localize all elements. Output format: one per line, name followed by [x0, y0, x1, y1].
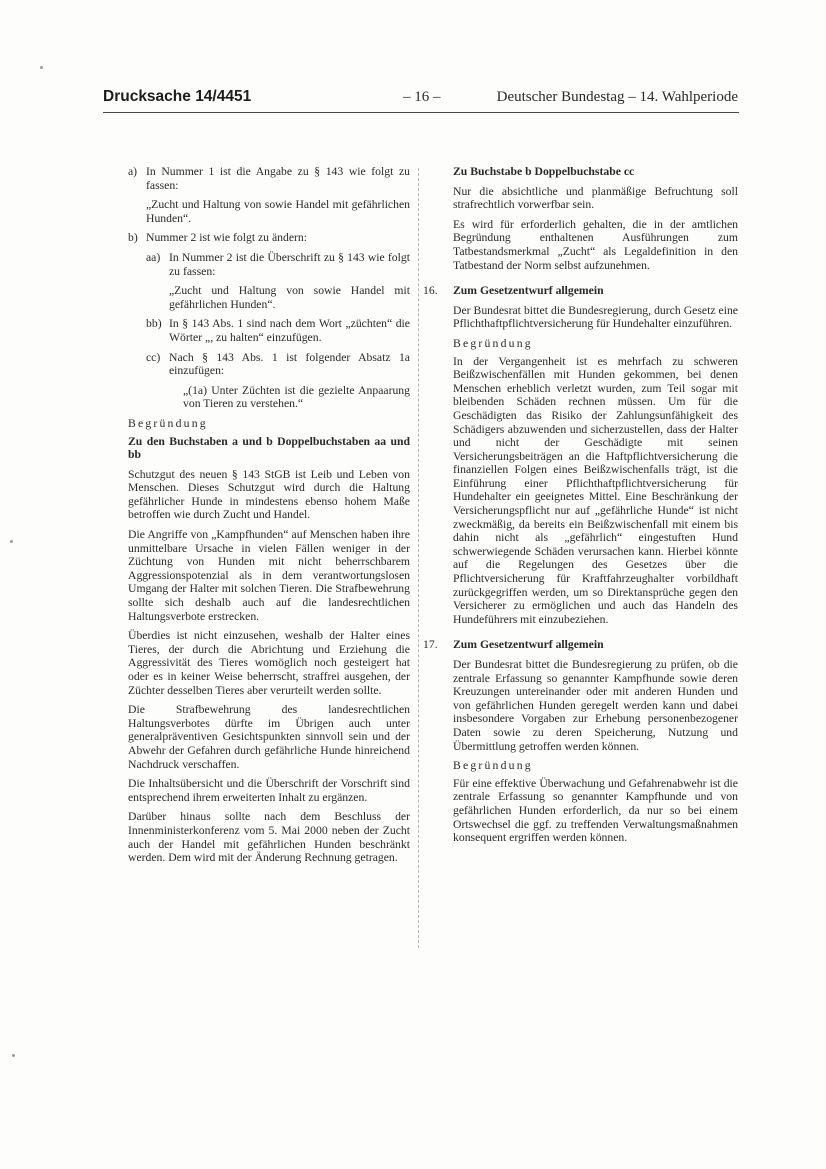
item-a — [128, 165, 410, 225]
column-divider — [418, 168, 419, 948]
page-header — [103, 88, 738, 112]
item-aa-text: In Nummer 2 ist die Überschrift zu § 143 wie folgt zu fassen: — [169, 250, 410, 278]
item-cc-text: Nach § 143 Abs. 1 ist folgender Absatz 1a einzufügen: — [169, 350, 410, 378]
paragraph: Die Inhaltsübersicht und die Überschrift der Vorschrift sind entsprechend ihrem erweiterten Inhalt zu ergänzen. — [128, 777, 410, 804]
item-16-heading-text: Zum Gesetzentwurf allgemein — [453, 284, 604, 298]
right-column — [423, 165, 738, 851]
paragraph: Überdies ist nicht einzusehen, weshalb der Halter eines Tieres, der durch die Abrichtung und Erziehung die Aggressivität des Tieres womöglich noch gesteigert hat oder es in keiner Weise beherrscht, straffrei ausgehen, der Züchter desselben Tieres aber verurteilt werden sollte. — [128, 629, 410, 697]
item-cc — [128, 351, 410, 411]
item-16-heading — [423, 284, 738, 298]
item-17-heading-text: Zum Gesetzentwurf allgemein — [453, 638, 604, 652]
item-16-text: Der Bundesrat bittet die Bundesregierung, durch Gesetz eine Pflichthaftpflichtversicherung für Hundehalter einzuführen. — [453, 303, 738, 331]
item-16 — [423, 284, 738, 626]
paragraph: Schutzgut des neuen § 143 StGB ist Leib und Leben von Menschen. Dieses Schutzgut wird durch die Haltung gefährlicher Hunde in mindestens ebenso hohem Maße betroffen wie durch Zucht und Handel. — [128, 467, 410, 522]
item-17-number: 17. — [423, 638, 438, 652]
item-b-label: b) — [128, 231, 138, 245]
item-cc-label: cc) — [146, 350, 161, 364]
item-16-number: 16. — [423, 284, 438, 298]
begruendung-heading: Begründung — [128, 416, 208, 430]
item-b — [128, 231, 410, 245]
item-b-text: Nummer 2 ist wie folgt zu ändern: — [146, 231, 307, 245]
subheading: Zu den Buchstaben a und b Doppelbuchstaben aa und bb — [128, 434, 410, 462]
paragraph: Die Angriffe von „Kampfhunden“ auf Menschen haben ihre unmittelbare Ursache in vielen Fällen weniger in der Züchtung von Hunden mit nicht beherrschbarem Aggressionspotenzial als in dem verantwortungslosen Umgang der Halter mit solchen Tieren. Die Strafbewehrung sollte sich deshalb auch auf die landesrechtlichen Haltungsverbote erstrecken. — [128, 528, 410, 623]
item-16-begruendung: Begründung — [453, 336, 533, 350]
paragraph: Es wird für erforderlich gehalten, die in der amtlichen Begründung enthaltenen Ausführungen zum Tatbestandsmerkmal „Zucht“ als Legaldefinition in den Tatbestand der Norm selbst aufzunehmen. — [453, 217, 738, 272]
left-column — [128, 165, 410, 871]
item-aa-quote: „Zucht und Haltung von sowie Handel mit gefährlichen Hunden“. — [169, 284, 410, 311]
item-bb-text: In § 143 Abs. 1 sind nach dem Wort „züchten“ die Wörter „, zu halten“ einzufügen. — [169, 317, 410, 344]
item-aa — [128, 251, 410, 311]
item-17-begruendung: Begründung — [453, 759, 533, 773]
item-17-heading — [423, 638, 738, 652]
item-17-text: Der Bundesrat bittet die Bundesregierung zu prüfen, ob die zentrale Erfassung so genannter Kampfhunde sowie deren Kreuzungen untereinander oder mit anderen Hunden und von gefährlichen Hunden geregelt werden kann und dabei insbesondere Vorgaben zur Erhebung personenbezogener Daten sowie zu deren Speicherung, Nutzung und Übermittlung getroffen werden können. — [453, 658, 738, 753]
item-bb-label: bb) — [146, 317, 162, 331]
paragraph: Die Strafbewehrung des landesrechtlichen Haltungsverbotes dürfte im Übrigen auch unter generalpräventiven Gesichtspunkten sinnvoll sein und der Abwehr der Gefahren durch gefährliche Hunde hinreichend Nachdruck verschaffen. — [128, 703, 410, 771]
paragraph: Darüber hinaus sollte nach dem Beschluss der Innenministerkonferenz vom 5. Mai 2000 neben der Zucht auch der Handel mit gefährlichen Hunden beschränkt werden. Dem wird mit der Änderung Rechnung getragen. — [128, 810, 410, 865]
paragraph: Nur die absichtliche und planmäßige Befruchtung soll strafrechtlich vorwerfbar sein. — [453, 184, 738, 212]
item-a-quote: „Zucht und Haltung von sowie Handel mit gefährlichen Hunden“. — [146, 198, 410, 225]
item-aa-label: aa) — [146, 250, 161, 264]
item-16-paragraph: In der Vergangenheit ist es mehrfach zu schweren Beißzwischenfällen mit Hunden gekommen, bei denen Menschen erheblich verletzt wurden, zum Teil sogar mit bleibenden Schäden rechnen müssen. Um für die Geschädigten das Risiko der Zahlungsunfähigkeit des Schädigers abzuwenden und sicherzustellen, dass der Halter und nicht der Geschädigte mit seinen Versicherungsbeiträgen an die Haftpflichtversicherung die finanziellen Folgen eines Beißzwischenfalls trägt, ist die Einführung einer Pflichthaftpflichtversicherung für Hundehalter ein geeignetes Mittel. Eine Beschränkung der Versicherungspflicht nur auf „gefährliche Hunde“ ist nicht zweckmäßig, da bereits ein Beißzwischenfall mit einem bis dahin nicht als „gefährlich“ eingestuften Hund schwerwiegende Schäden verursachen kann. Hierbei könnte auf die Regelungen des Gesetzes über die Pflichtversicherung für Kraftfahrzeughalter vorbildhaft zurückgegriffen werden, um so Direktansprüche gegen den Versicherer zu ermöglichen und auch das Handeln des Hundeführers mit einzubeziehen. — [453, 354, 738, 626]
document-number: Drucksache 14/4451 — [103, 88, 252, 105]
item-a-text: In Nummer 1 ist die Angabe zu § 143 wie folgt zu fassen: — [146, 165, 410, 192]
parliament-term: Deutscher Bundestag – 14. Wahlperiode — [496, 89, 738, 105]
item-17-paragraph: Für eine effektive Überwachung und Gefahrenabwehr ist die zentrale Erfassung so genannter Kampfhunde und von gefährlichen Hunden erforderlich, da nur so bei einem Ortswechsel die ggf. zu treffenden Verwaltungsmaßnahmen konsequent ergriffen werden können. — [453, 776, 738, 845]
cc-heading: Zu Buchstabe b Doppelbuchstabe cc — [453, 165, 635, 178]
header-rule — [103, 112, 739, 113]
item-a-label: a) — [128, 165, 138, 178]
page-number: – 16 – — [403, 89, 441, 105]
item-17 — [423, 638, 738, 845]
scan-punch-mark — [10, 540, 13, 543]
scan-punch-mark — [40, 66, 43, 69]
item-bb — [128, 317, 410, 344]
item-cc-quote: „(1a) Unter Züchten ist die gezielte Anpaarung von Tieren zu verstehen.“ — [183, 383, 410, 411]
scan-punch-mark — [12, 1054, 15, 1057]
